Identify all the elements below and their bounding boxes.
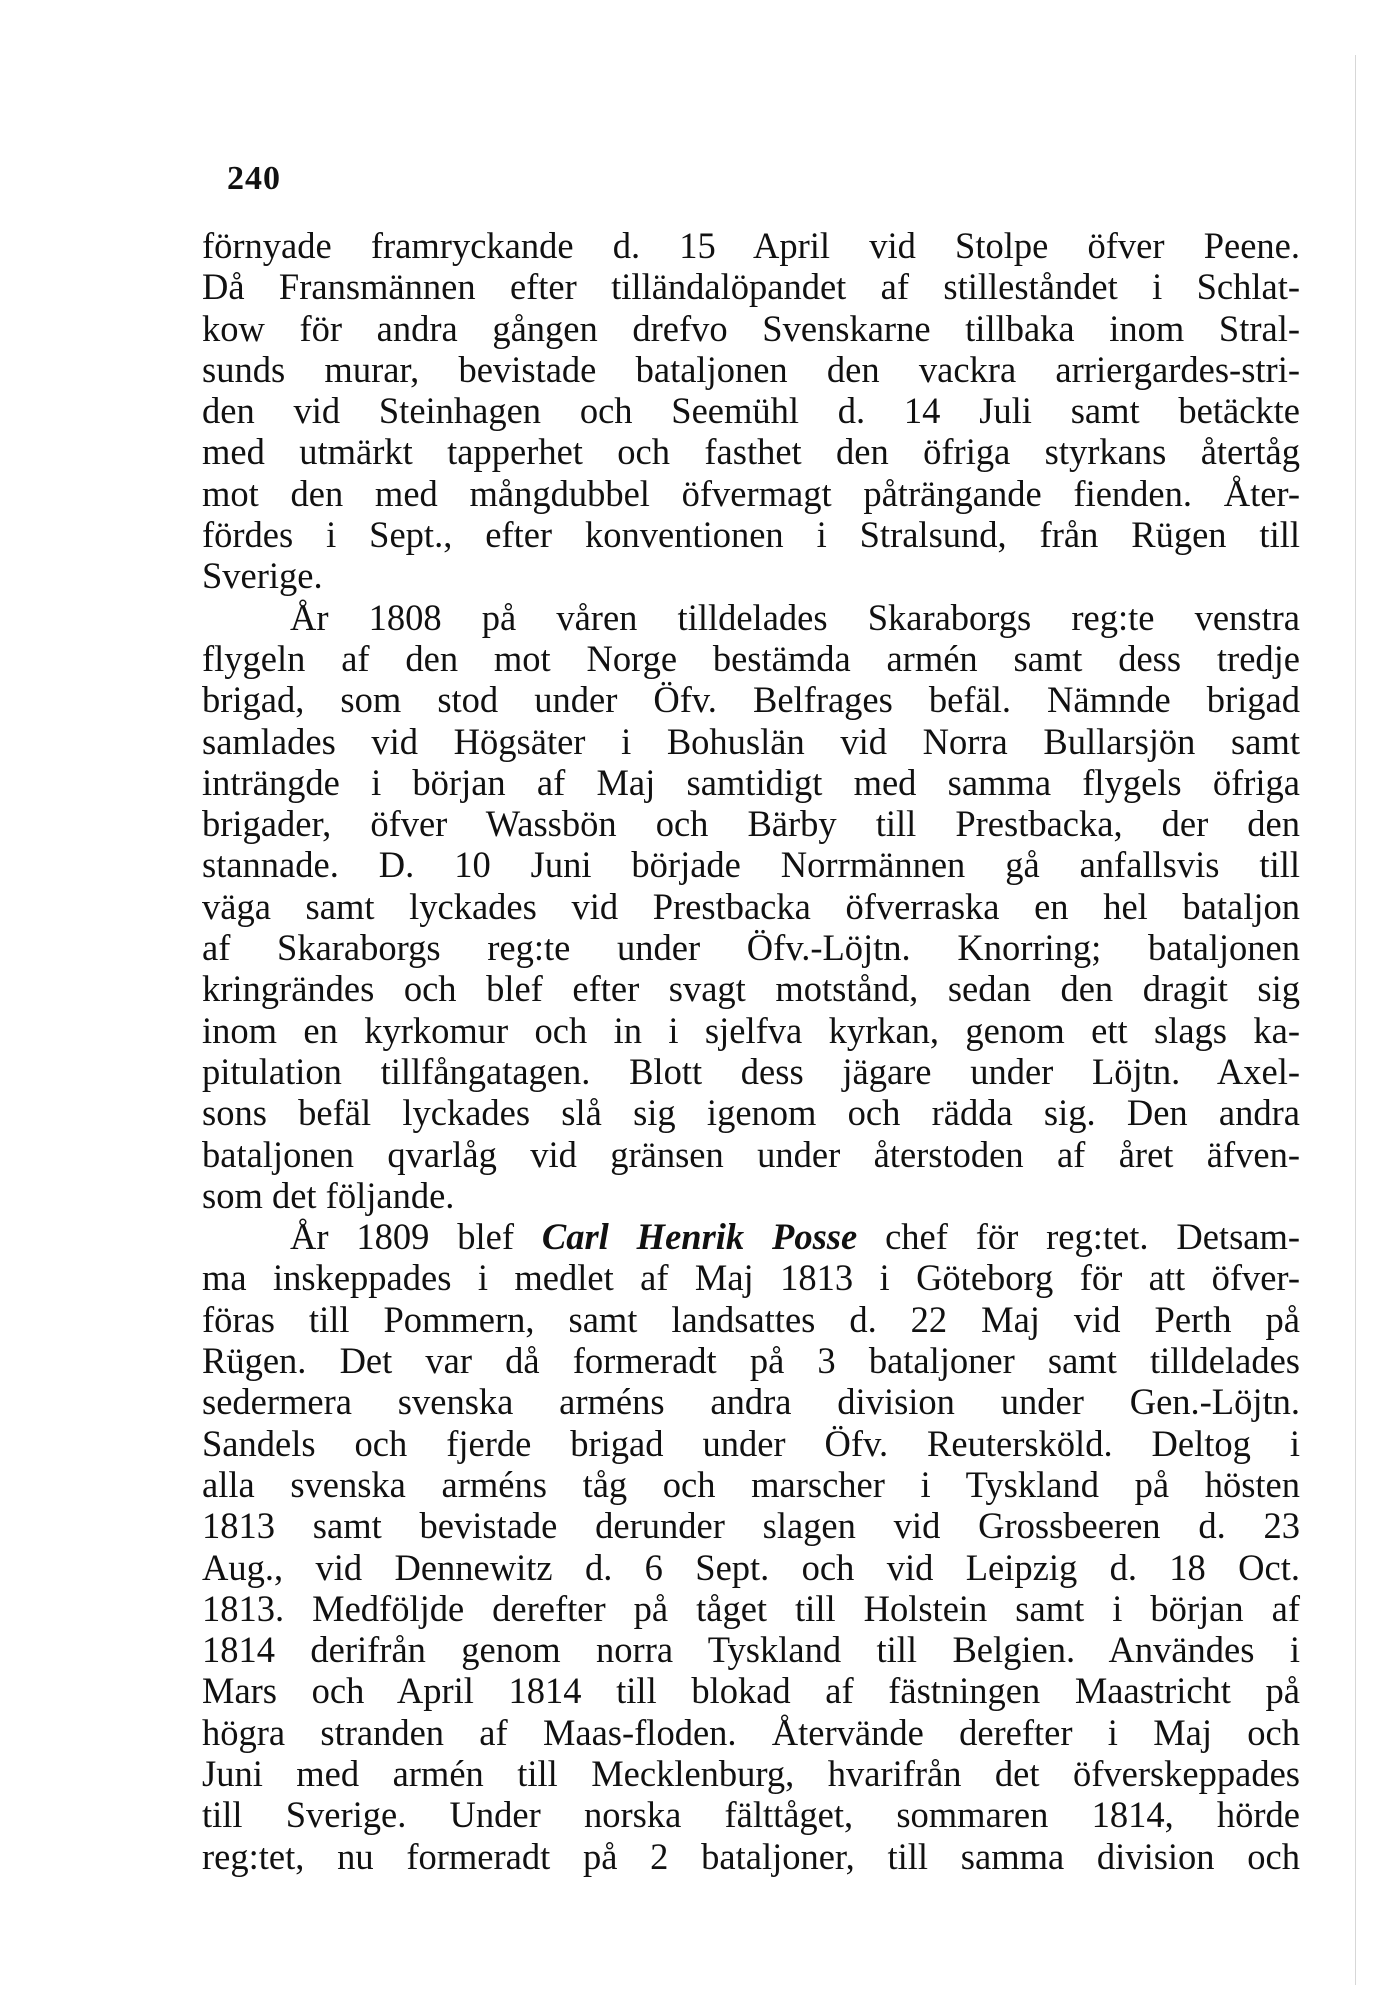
text-line: kow för andra gången drefvo Svenskarne tillbaka inom Stral- xyxy=(202,307,1300,349)
text-line: af Skaraborgs reg:te under Öfv.-Löjtn. Knorring; bataljonen xyxy=(202,927,1300,969)
text-line: Sverige. xyxy=(202,555,323,597)
text-line: mot den med mångdubbel öfvermagt påträngande fienden. Åter- xyxy=(202,472,1300,514)
text-line: inom en kyrkomur och in i sjelfva kyrkan, genom ett slags ka- xyxy=(202,1009,1300,1051)
text-line: väga samt lyckades vid Prestbacka öfverraska en hel bataljon xyxy=(202,885,1300,927)
text-line: inträngde i början af Maj samtidigt med samma flygels öfriga xyxy=(202,761,1300,803)
text-line: sunds murar, bevistade bataljonen den vackra arriergardes-stri- xyxy=(202,348,1300,390)
text-line: den vid Steinhagen och Seemühl d. 14 Juli samt betäckte xyxy=(202,390,1300,432)
text-line: kringrändes och blef efter svagt motstånd, sedan den dragit sig xyxy=(202,968,1300,1010)
text-line: pitulation tillfångatagen. Blott dess jägare under Löjtn. Axel- xyxy=(202,1050,1300,1092)
text-segment: chef för reg:tet. Detsam- xyxy=(885,1216,1301,1258)
person-name: Carl Henrik Posse xyxy=(541,1216,858,1258)
text-line: bataljonen qvarlåg vid gränsen under återstoden af året äfven- xyxy=(202,1133,1300,1175)
text-line: 1813 samt bevistade derunder slagen vid Grossbeeren d. 23 xyxy=(202,1505,1300,1547)
text-line: År 1808 på våren tilldelades Skaraborgs reg:te venstra xyxy=(290,596,1300,638)
text-line: med utmärkt tapperhet och fasthet den öfriga styrkans återtåg xyxy=(202,431,1300,473)
text-line: förnyade framryckande d. 15 April vid Stolpe öfver Peene. xyxy=(202,225,1300,266)
text-line: flygeln af den mot Norge bestämda armén samt dess tredje xyxy=(202,637,1300,679)
text-line: 1814 derifrån genom norra Tyskland till Belgien. Användes i xyxy=(202,1629,1300,1671)
text-line: Då Fransmännen efter tilländalöpandet af stilleståndet i Schlat- xyxy=(202,266,1300,308)
text-line: stannade. D. 10 Juni började Norrmännen gå anfallsvis till xyxy=(202,844,1300,886)
text-line: som det följande. xyxy=(202,1174,455,1216)
page-edge-line xyxy=(1355,55,1356,1985)
text-line: fördes i Sept., efter konventionen i Stralsund, från Rügen till xyxy=(202,514,1300,556)
text-line: brigader, öfver Wassbön och Bärby till Prestbacka, der den xyxy=(202,803,1300,845)
text-line: brigad, som stod under Öfv. Belfrages befäl. Nämnde brigad xyxy=(202,679,1300,721)
text-line: Aug., vid Dennewitz d. 6 Sept. och vid Leipzig d. 18 Oct. xyxy=(202,1546,1300,1588)
text-line: sons befäl lyckades slå sig igenom och rädda sig. Den andra xyxy=(202,1092,1300,1134)
text-line: sedermera svenska arméns andra division under Gen.-Löjtn. xyxy=(202,1381,1300,1423)
text-line: Rügen. Det var då formeradt på 3 bataljoner samt tilldelades xyxy=(202,1340,1300,1382)
text-line: till Sverige. Under norska fälttåget, sommaren 1814, hörde xyxy=(202,1794,1300,1836)
text-line: reg:tet, nu formeradt på 2 bataljoner, till samma division och xyxy=(202,1835,1300,1877)
page-number: 240 xyxy=(227,160,281,197)
text-line xyxy=(202,1216,1300,1257)
text-line: Sandels och fjerde brigad under Öfv. Reutersköld. Deltog i xyxy=(202,1422,1300,1464)
text-line: 1813. Medföljde derefter på tåget till Holstein samt i början af xyxy=(202,1587,1300,1629)
text-line: alla svenska arméns tåg och marscher i Tyskland på hösten xyxy=(202,1463,1300,1505)
text-line: föras till Pommern, samt landsattes d. 22 Maj vid Perth på xyxy=(202,1298,1300,1340)
text-line: Mars och April 1814 till blokad af fästningen Maastricht på xyxy=(202,1670,1300,1712)
text-line: Juni med armén till Mecklenburg, hvarifrån det öfverskeppades xyxy=(202,1752,1300,1794)
text-line: högra stranden af Maas-floden. Återvände derefter i Maj och xyxy=(202,1711,1300,1753)
text-line: ma inskeppades i medlet af Maj 1813 i Göteborg för att öfver- xyxy=(202,1257,1300,1299)
body-text xyxy=(202,225,1300,1877)
text-segment: År 1809 blef xyxy=(290,1216,514,1258)
text-line: samlades vid Högsäter i Bohuslän vid Norra Bullarsjön samt xyxy=(202,720,1300,762)
